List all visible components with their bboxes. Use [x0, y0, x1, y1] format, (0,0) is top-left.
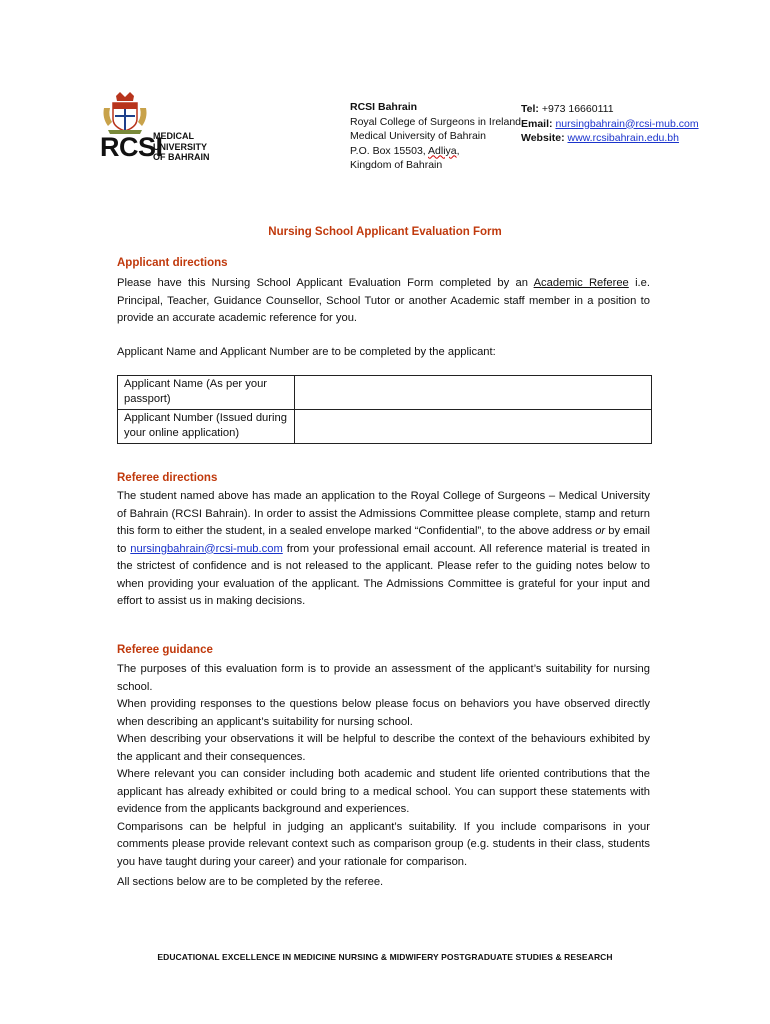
applicant-directions-heading: Applicant directions [117, 257, 228, 269]
applicant-info-table [117, 375, 652, 444]
guidance-paragraph: Where relevant you can consider including both academic and student life oriented contributions that the applicant has already exhibited or could bring to a medical school. You can support these statements with evidence from the applicants background and experiences. [117, 768, 650, 815]
address-block: RCSI Bahrain Royal College of Surgeons in Ireland Medical University of Bahrain P.O. Box 15503, Adliya, Kingdom of Bahrain [350, 101, 522, 171]
form-title: Nursing School Applicant Evaluation Form [268, 226, 502, 238]
applicant-number-field[interactable] [295, 410, 652, 444]
institution-name: RCSI Bahrain [350, 101, 418, 113]
table-row [118, 376, 652, 410]
logo-subtitle: MEDICAL UNIVERSITY OF BAHRAIN [153, 131, 210, 162]
header-email-link[interactable]: nursingbahrain@rcsi-mub.com [555, 117, 699, 130]
referee-email-link[interactable]: nursingbahrain@rcsi-mub.com [130, 542, 283, 555]
logo-wordmark: RCSI [100, 132, 163, 162]
guidance-paragraph: When describing your observations it will be helpful to describe the context of the behaviours exhibited by the applicant and their consequences. [117, 733, 650, 763]
applicant-note: Applicant Name and Applicant Number are to be completed by the applicant: [117, 346, 496, 358]
guidance-paragraph: The purposes of this evaluation form is to provide an assessment of the applicant’s suitability for nursing school. [117, 663, 650, 693]
contact-block: Tel: +973 16660111 Email: nursingbahrain@rcsi-mub.com Website: www.rcsibahrain.edu.bh [521, 103, 699, 144]
website-link[interactable]: www.rcsibahrain.edu.bh [567, 132, 679, 144]
applicant-name-label: Applicant Name (As per your passport) [118, 376, 295, 410]
referee-guidance-text [117, 661, 650, 892]
referee-directions-heading: Referee directions [117, 472, 218, 484]
referee-guidance-heading: Referee guidance [117, 644, 213, 656]
applicant-number-label: Applicant Number (Issued during your online application) [118, 410, 295, 444]
applicant-name-field[interactable] [295, 376, 652, 410]
guidance-paragraph: Comparisons can be helpful in judging an applicant’s suitability. If you include comparisons in your comments please provide relevant context such as comparison group (e.g. students in their class, students you have taught during your career) and your rationale for comparison. [117, 820, 650, 868]
guidance-closing: All sections below are to be completed by the referee. [117, 876, 384, 888]
phone-number: +973 16660111 [541, 103, 614, 115]
page-footer: EDUCATIONAL EXCELLENCE IN MEDICINE NURSING & MIDWIFERY POSTGRADUATE STUDIES & RESEARCH [157, 952, 613, 962]
referee-directions-text: The student named above has made an application to the Royal College of Surgeons – Medical University of Bahrain (RCSI Bahrain). In order to assist the Admissions Committee please complete, stamp and return this form to either the student, in a sealed envelope marked “Confidential”, to the above address or by email to nursingbahrain@rcsi-mub.com from your professional email account. All reference material is treated in the strictest of confidence and is not released to the applicant. Please refer to the guiding notes below to when providing your evaluation of the applicant. The Admissions Committee is grateful for your input and effort to assist us in making decisions. [117, 490, 650, 607]
guidance-paragraph: When providing responses to the questions below please focus on behaviors you have observed directly when describing an applicant’s suitability for nursing school. [117, 698, 650, 728]
applicant-directions-text: Please have this Nursing School Applicant Evaluation Form completed by an Academic Referee i.e. Principal, Teacher, Guidance Counsellor, School Tutor or another Academic staff member in a position to provide an accurate academic reference for you. [117, 277, 650, 324]
table-row [118, 410, 652, 444]
